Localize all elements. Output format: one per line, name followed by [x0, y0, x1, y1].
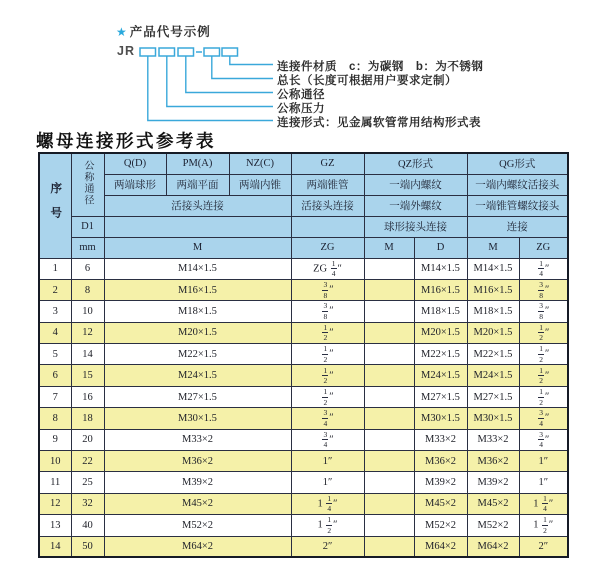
code-legend	[277, 0, 577, 130]
code-box	[204, 48, 220, 56]
dn-cell: 25	[71, 472, 104, 493]
qz-m-cell	[364, 344, 414, 365]
code-box	[159, 48, 175, 56]
qg-zg-cell: $\frac{3}{8}$ ″	[519, 279, 568, 300]
qz-d-cell: M14×1.5	[414, 258, 467, 279]
table-row	[39, 322, 568, 343]
nut-connection-reference-table	[38, 152, 569, 558]
qz-d-cell: M27×1.5	[414, 386, 467, 407]
gz-cell: 1 $\frac{1}{4}$ ″	[291, 493, 364, 514]
header-nzc: NZ(C)	[229, 153, 291, 174]
header-qg-taper-thread: 一端锥管螺纹接头	[467, 195, 568, 216]
table-body	[39, 258, 568, 557]
code-box	[178, 48, 194, 56]
seq-cell: 1	[39, 258, 71, 279]
qz-d-cell: M16×1.5	[414, 279, 467, 300]
empty-cell	[104, 216, 291, 237]
dn-cell: 10	[71, 301, 104, 322]
qz-d-cell: M24×1.5	[414, 365, 467, 386]
qg-m-cell: M45×2	[467, 493, 519, 514]
gz-cell: $\frac{1}{2}$ ″	[291, 322, 364, 343]
header-qz-ext-thread: 一端外螺纹	[364, 195, 467, 216]
table-row	[39, 386, 568, 407]
dn-cell: 16	[71, 386, 104, 407]
header-gz: GZ	[291, 153, 364, 174]
header-seq: 序号	[39, 153, 71, 258]
seq-cell: 3	[39, 301, 71, 322]
gz-cell: $\frac{1}{2}$ ″	[291, 365, 364, 386]
qg-zg-cell: 1″	[519, 451, 568, 472]
qz-m-cell	[364, 279, 414, 300]
seq-cell: 2	[39, 279, 71, 300]
header-pma: PM(A)	[166, 153, 229, 174]
gz-cell: ZG $\frac{1}{4}$ ″	[291, 258, 364, 279]
qz-m-cell	[364, 322, 414, 343]
qz-d-cell: M64×2	[414, 536, 467, 557]
table-row	[39, 408, 568, 429]
seq-cell: 4	[39, 322, 71, 343]
qz-d-cell: M20×1.5	[414, 322, 467, 343]
qz-d-cell: M33×2	[414, 429, 467, 450]
table-title: 螺母连接形式参考表	[36, 131, 216, 151]
gz-cell: $\frac{3}{4}$ ″	[291, 429, 364, 450]
qz-d-cell: M22×1.5	[414, 344, 467, 365]
header-union-connect: 活接头连接	[104, 195, 291, 216]
legend-material: 连接件材质 c：为碳钢 b：为不锈钢	[277, 61, 484, 73]
qz-d-cell: M36×2	[414, 451, 467, 472]
m-cell: M64×2	[104, 536, 291, 557]
qz-d-cell: M18×1.5	[414, 301, 467, 322]
qg-m-cell: M24×1.5	[467, 365, 519, 386]
header-qg-connect: 连接	[467, 216, 568, 237]
qz-m-cell	[364, 472, 414, 493]
code-box	[140, 48, 156, 56]
seq-cell: 9	[39, 429, 71, 450]
qg-m-cell: M20×1.5	[467, 322, 519, 343]
legend-nominal-diameter: 公称通径	[277, 89, 325, 101]
qg-m-cell: M22×1.5	[467, 344, 519, 365]
qz-d-cell: M52×2	[414, 515, 467, 536]
table-row	[39, 344, 568, 365]
header-qd-desc: 两端球形	[104, 174, 166, 195]
qg-zg-cell: $\frac{1}{2}$ ″	[519, 322, 568, 343]
m-cell: M18×1.5	[104, 301, 291, 322]
table-row	[39, 258, 568, 279]
header-unit-m: M	[104, 237, 291, 258]
header-nzc-desc: 两端内锥	[229, 174, 291, 195]
qz-m-cell	[364, 386, 414, 407]
m-cell: M52×2	[104, 515, 291, 536]
qg-zg-cell: $\frac{1}{4}$ ″	[519, 258, 568, 279]
m-cell: M24×1.5	[104, 365, 291, 386]
dn-cell: 50	[71, 536, 104, 557]
dn-cell: 14	[71, 344, 104, 365]
legend-nominal-pressure: 公称压力	[277, 103, 325, 115]
qg-zg-cell: $\frac{1}{2}$ ″	[519, 365, 568, 386]
table-row	[39, 493, 568, 514]
header-qg-desc: 一端内螺纹活接头	[467, 174, 568, 195]
qg-zg-cell: 1″	[519, 472, 568, 493]
gz-cell: 1 $\frac{1}{2}$ ″	[291, 515, 364, 536]
m-cell: M14×1.5	[104, 258, 291, 279]
qg-m-cell: M64×2	[467, 536, 519, 557]
dn-cell: 6	[71, 258, 104, 279]
table-row	[39, 536, 568, 557]
legend-connection-type: 连接形式：见金属软管常用结构形式表	[277, 117, 481, 129]
header-unit-qg-m: M	[467, 237, 519, 258]
qg-m-cell: M14×1.5	[467, 258, 519, 279]
qg-zg-cell: $\frac{3}{8}$ ″	[519, 301, 568, 322]
seq-cell: 14	[39, 536, 71, 557]
qz-m-cell	[364, 365, 414, 386]
header-mm: mm	[71, 237, 104, 258]
m-cell: M39×2	[104, 472, 291, 493]
dn-cell: 15	[71, 365, 104, 386]
empty-cell	[291, 216, 364, 237]
table-row	[39, 279, 568, 300]
table-row	[39, 301, 568, 322]
qz-d-cell: M30×1.5	[414, 408, 467, 429]
qz-m-cell	[364, 493, 414, 514]
header-unit-qg-zg: ZG	[519, 237, 568, 258]
header-qz-style: QZ形式	[364, 153, 467, 174]
dn-cell: 12	[71, 322, 104, 343]
table-header	[39, 153, 568, 258]
diagram-heading-text: 产品代号示例	[129, 25, 211, 39]
legend-total-length: 总长（长度可根据用户要求定制）	[277, 75, 457, 87]
header-gz-union-connect: 活接头连接	[291, 195, 364, 216]
qz-m-cell	[364, 408, 414, 429]
qg-zg-cell: $\frac{1}{2}$ ″	[519, 386, 568, 407]
qg-m-cell: M36×2	[467, 451, 519, 472]
qz-d-cell: M39×2	[414, 472, 467, 493]
dn-cell: 22	[71, 451, 104, 472]
dn-cell: 18	[71, 408, 104, 429]
qz-m-cell	[364, 429, 414, 450]
gz-cell: $\frac{1}{2}$ ″	[291, 386, 364, 407]
gz-cell: $\frac{3}{8}$ ″	[291, 301, 364, 322]
dn-cell: 8	[71, 279, 104, 300]
qg-zg-cell: $\frac{1}{2}$ ″	[519, 344, 568, 365]
table-row	[39, 515, 568, 536]
seq-cell: 11	[39, 472, 71, 493]
seq-cell: 10	[39, 451, 71, 472]
qz-m-cell	[364, 301, 414, 322]
header-unit-qz-m: M	[364, 237, 414, 258]
header-pma-desc: 两端平面	[166, 174, 229, 195]
header-unit-qz-d: D	[414, 237, 467, 258]
header-dn: 公称通径	[71, 153, 104, 216]
m-cell: M20×1.5	[104, 322, 291, 343]
gz-cell: 2″	[291, 536, 364, 557]
seq-cell: 8	[39, 408, 71, 429]
qz-m-cell	[364, 258, 414, 279]
qg-zg-cell: 1 $\frac{1}{4}$ ″	[519, 493, 568, 514]
qz-m-cell	[364, 536, 414, 557]
header-unit-zg: ZG	[291, 237, 364, 258]
qg-zg-cell: 1 $\frac{1}{2}$ ″	[519, 515, 568, 536]
header-qz-desc: 一端内螺纹	[364, 174, 467, 195]
qz-d-cell: M45×2	[414, 493, 467, 514]
qg-m-cell: M39×2	[467, 472, 519, 493]
qg-zg-cell: $\frac{3}{4}$ ″	[519, 429, 568, 450]
qg-m-cell: M27×1.5	[467, 386, 519, 407]
qg-zg-cell: 2″	[519, 536, 568, 557]
star-icon: ★	[116, 25, 128, 39]
m-cell: M45×2	[104, 493, 291, 514]
m-cell: M27×1.5	[104, 386, 291, 407]
m-cell: M16×1.5	[104, 279, 291, 300]
table-row	[39, 451, 568, 472]
header-qz-ball-connect: 球形接头连接	[364, 216, 467, 237]
code-box	[222, 48, 238, 56]
diagram-heading	[116, 22, 211, 40]
table-row	[39, 365, 568, 386]
qg-m-cell: M33×2	[467, 429, 519, 450]
qz-m-cell	[364, 451, 414, 472]
header-qg-style: QG形式	[467, 153, 568, 174]
seq-cell: 7	[39, 386, 71, 407]
dn-cell: 20	[71, 429, 104, 450]
m-cell: M22×1.5	[104, 344, 291, 365]
gz-cell: 1″	[291, 451, 364, 472]
qg-m-cell: M30×1.5	[467, 408, 519, 429]
table-row	[39, 472, 568, 493]
connector-lines	[148, 56, 273, 121]
header-gz-desc: 两端锥管	[291, 174, 364, 195]
table-row	[39, 429, 568, 450]
qz-m-cell	[364, 515, 414, 536]
dn-cell: 32	[71, 493, 104, 514]
m-cell: M30×1.5	[104, 408, 291, 429]
qg-m-cell: M52×2	[467, 515, 519, 536]
m-cell: M36×2	[104, 451, 291, 472]
gz-cell: 1″	[291, 472, 364, 493]
gz-cell: $\frac{3}{4}$ ″	[291, 408, 364, 429]
header-qd: Q(D)	[104, 153, 166, 174]
qg-m-cell: M18×1.5	[467, 301, 519, 322]
gz-cell: $\frac{3}{8}$ ″	[291, 279, 364, 300]
qg-m-cell: M16×1.5	[467, 279, 519, 300]
gz-cell: $\frac{1}{2}$ ″	[291, 344, 364, 365]
seq-cell: 6	[39, 365, 71, 386]
seq-cell: 5	[39, 344, 71, 365]
seq-cell: 12	[39, 493, 71, 514]
seq-cell: 13	[39, 515, 71, 536]
qg-zg-cell: $\frac{3}{4}$ ″	[519, 408, 568, 429]
m-cell: M33×2	[104, 429, 291, 450]
header-d1: D1	[71, 216, 104, 237]
dn-cell: 40	[71, 515, 104, 536]
code-prefix: JR	[117, 44, 135, 58]
